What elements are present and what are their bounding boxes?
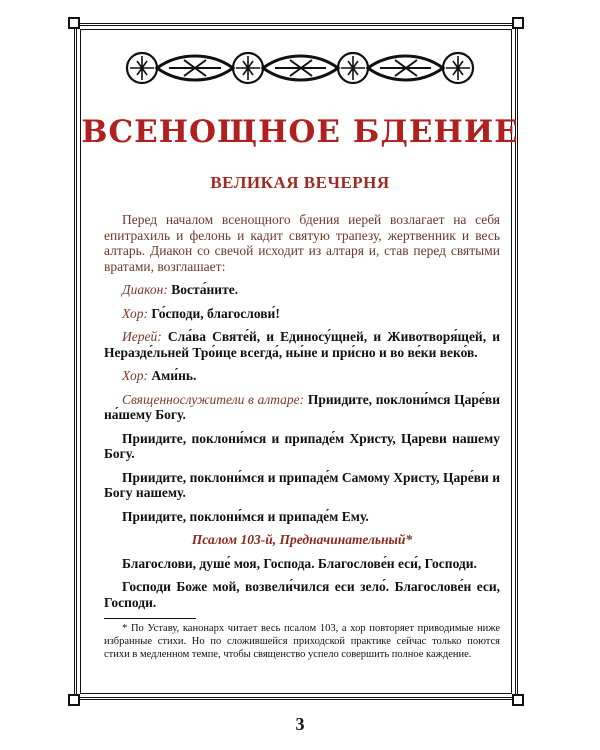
- speaker-label: Иерей:: [122, 329, 162, 344]
- verse-line: [104, 509, 500, 525]
- cross-medallion-icon: [233, 53, 263, 83]
- page-number: 3: [295, 714, 305, 734]
- verse-line: [104, 282, 500, 298]
- verse-line: [104, 306, 500, 322]
- speaker-label: Священнослужители в алтаре:: [122, 391, 305, 407]
- border-corner-ornament: [512, 694, 524, 706]
- cross-medallion-icon: [127, 53, 157, 83]
- intro-rubric: Перед началом всенощного бдения иерей возлагает на себя епитрахиль и фелонь и кадит святую трапезу, жертвенник и весь алтарь. Диакон со свечой исходит из алтаря и, став перед святыми вратами, возглашает:: [104, 212, 500, 274]
- verse-text: Приидите, поклони́мся и припаде́м Христу, Цареви нашему Богу.: [104, 430, 500, 461]
- verse-text: Приидите, поклони́мся Царе́ви на́шему Богу.: [104, 391, 500, 422]
- footnote-divider: [104, 618, 196, 619]
- psalm-verse: Благослови, душе́ моя, Господа. Благослове́н еси́, Господи.: [122, 555, 477, 571]
- verse-text: Приидите, поклони́мся и припаде́м Ему.: [122, 508, 369, 524]
- speaker-label: Хор:: [122, 305, 148, 321]
- verse-text: Ами́нь.: [151, 368, 197, 383]
- verse-text: Сла́ва Святе́й, и Единосу́щней, и Животворя́щей, и Неразде́льней Тро́ице всегда́, ны́не и при́сно и во ве́ки веко́в.: [104, 329, 501, 360]
- verse-line: [104, 431, 500, 462]
- psalm-heading: Псалом 103-й, Предначинательный*: [191, 532, 413, 547]
- footnote: * По Уставу, канонарх читает весь псалом 103, а хор повторяет приводимые ниже избранные стихи. Но по сложившейся приходской практике сейчас только поются стихи в медленном темпе, чтобы священство успело совершить полное каждение.: [104, 623, 500, 660]
- border-corner-ornament: [512, 17, 524, 29]
- page-title: ВСЕНОЩНОЕ БДЕНИЕ: [81, 114, 519, 150]
- verse-text: Приидите, поклони́мся и припаде́м Самому Христу, Царе́ви и Богу нашему.: [104, 469, 500, 500]
- verse-text: Го́споди, благослови́!: [151, 305, 280, 321]
- speaker-label: Хор:: [122, 368, 148, 383]
- border-corner-ornament: [68, 694, 80, 706]
- verse-text: Воста́ните.: [171, 282, 239, 297]
- section-subtitle: ВЕЛИКАЯ ВЕЧЕРНЯ: [210, 173, 390, 192]
- verse-line: [104, 329, 500, 360]
- decorative-ornament-band: [124, 50, 476, 86]
- verse-line: [104, 392, 500, 423]
- cross-medallion-icon: [443, 53, 473, 83]
- service-text: [104, 212, 500, 661]
- speaker-label: Диакон:: [122, 282, 168, 297]
- verse-line: [104, 470, 500, 501]
- verse-line: [104, 368, 500, 384]
- psalm-verse: Господи Боже мой, возвели́чился еси зело́. Благослове́н еси, Господи.: [104, 579, 500, 610]
- cross-medallion-icon: [338, 53, 368, 83]
- border-corner-ornament: [68, 17, 80, 29]
